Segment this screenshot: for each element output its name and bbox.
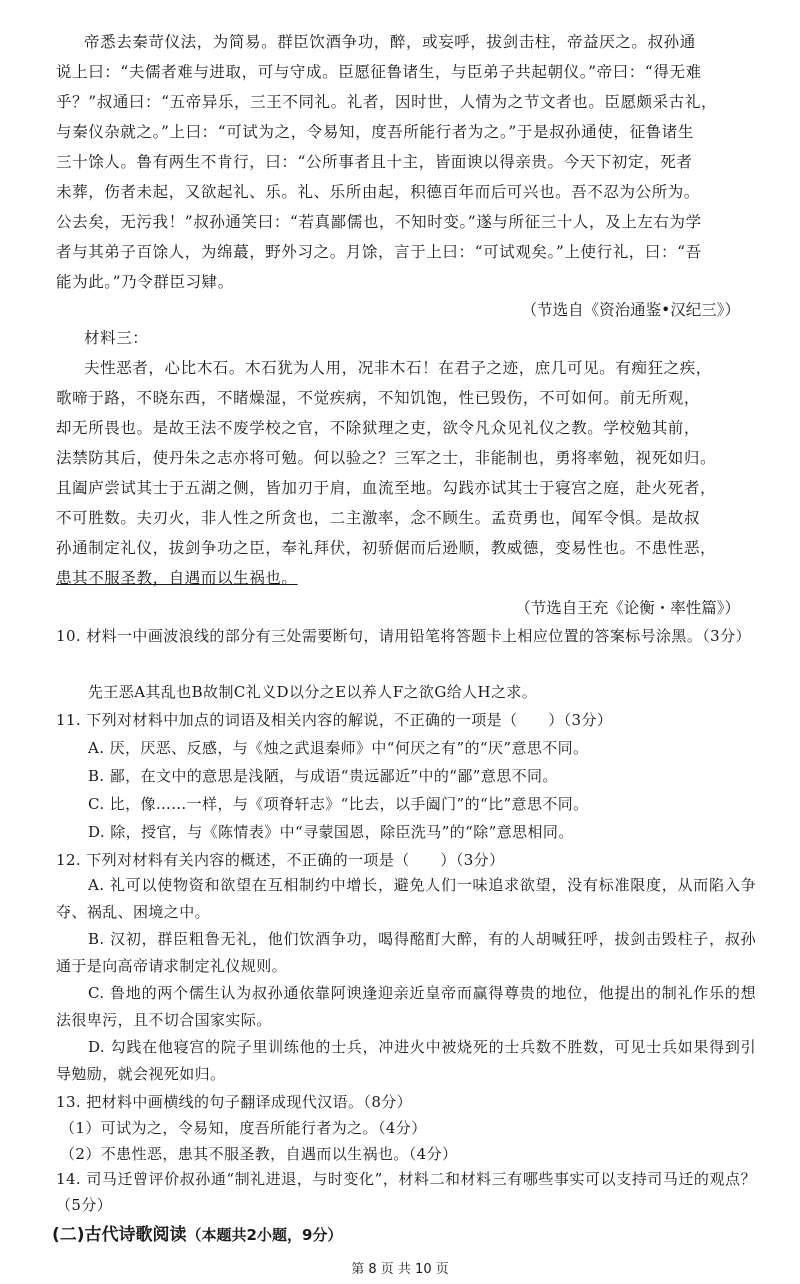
page-number: 第 8 页 共 10 页 bbox=[351, 1262, 449, 1277]
material-three-line: 夫性恶者，心比木石。木石犹为人用，况非木石！在君子之迹，庶几可见。有痴狂之疾， bbox=[84, 359, 712, 377]
material-two-line: 乎？”叔通曰：“五帝异乐，三王不同礼。礼者，因时世，人情为之节文者也。臣愿颇采古礼， bbox=[56, 93, 718, 111]
material-three-line: 却无所畏也。是故王法不废学校之官，不除狱理之吏，欲令凡众见礼仪之教。学校勉其前， bbox=[56, 419, 701, 437]
material-three-line: 患其不服圣教，自遇而以生祸也。 bbox=[56, 569, 298, 587]
section-heading bbox=[52, 1220, 342, 1245]
section-title: (二)古代诗歌阅读 bbox=[52, 1225, 187, 1245]
material-two-line: 说上曰：“夫儒者难与进取，可与守成。臣愿征鲁诸生，与臣弟子共起朝仪。”帝曰：“得无难 bbox=[56, 63, 702, 81]
material-three-line: 且阖庐尝试其士于五湖之侧，皆加刃于肩，血流至地。勾践亦试其士于寝宫之庭，赴火死者， bbox=[56, 479, 717, 497]
question-12-stem: 12. 下列对材料有关内容的概述，不正确的一项是（ ）（3分） bbox=[56, 851, 505, 869]
material-three-source: （节选自王充《论衡・率性篇》） bbox=[515, 599, 740, 617]
question-12-option: D. 勾践在他寝宫的院子里训练他的士兵，冲进火中被烧死的士兵数不胜数，可见士兵如果得到引导勉励，就会视死如归。 bbox=[56, 1038, 756, 1083]
question-11-option: B. 鄙，在文中的意思是浅陋，与成语“贵远鄙近”中的“鄙”意思不同。 bbox=[88, 767, 558, 785]
material-two-line: 与秦仪杂就之。”上曰：“可试为之，令易知，度吾所能行者为之。”于是叔孙通使，征鲁诸生 bbox=[56, 123, 694, 141]
question-12-option: A. 礼可以使物资和欲望在互相制约中增长，避免人们一味追求欲望，没有标准限度，从而陷入争夺、祸乱、困境之中。 bbox=[56, 876, 756, 921]
question-11-stem: 11. 下列对材料中加点的词语及相关内容的解说，不正确的一项是（ ）（3分） bbox=[56, 711, 613, 729]
question-12-option: B. 汉初，群臣粗鲁无礼，他们饮酒争功，喝得酩酊大醉，有的人胡喊狂呼，拔剑击毁柱子，叔孙通于是向高帝请求制定礼仪规则。 bbox=[56, 930, 756, 975]
material-two-line: 能为此。”乃令群臣习肄。 bbox=[56, 273, 234, 291]
question-13-item: （2）不患性恶，患其不服圣教，自遇而以生祸也。（4分） bbox=[60, 1145, 458, 1163]
question-13-item: （1）可试为之，令易知，度吾所能行者为之。（4分） bbox=[60, 1119, 427, 1137]
section-note: （本题共2小题，9分） bbox=[186, 1226, 343, 1244]
material-two-line: 者与其弟子百馀人，为绵蕞，野外习之。月馀，言于上曰：“可试观矣。”上使行礼，曰：“吾 bbox=[56, 243, 702, 261]
question-11-option: D. 除，授官，与《陈情表》中“寻蒙国恩，除臣洗马”的“除”意思相同。 bbox=[88, 823, 574, 841]
question-11-option: C. 比，像……一样，与《项脊轩志》“比去，以手阖门”的“比”意思不同。 bbox=[88, 795, 589, 813]
question-14-stem: 14. 司马迁曾评价叔孙通“制礼进退，与时变化”，材料二和材料三有哪些事实可以支持司马迁的观点？（5分） bbox=[56, 1170, 756, 1214]
material-two-line: 三十馀人。鲁有两生不肯行，曰：“公所事者且十主，皆面谀以得亲贵。今天下初定，死者 bbox=[56, 153, 693, 171]
material-three-line: 歌啼于路，不晓东西，不睹燥湿，不觉疾病，不知饥饱，性已毁伤，不可如何。前无所观， bbox=[56, 389, 701, 407]
material-three-line: 法禁防其后，使丹朱之志亦将可勉。何以验之？三军之士，非能制也，勇将率勉，视死如归。 bbox=[56, 449, 717, 467]
material-three-line: 孙通制定礼仪，拔剑争功之臣，奉礼拜伏，初骄倨而后逊顺，教威德，变易性也。不患性恶， bbox=[56, 539, 717, 557]
material-two-line: 未葬，伤者未起，又欲起礼、乐。礼、乐所由起，积德百年而后可兴也。吾不忍为公所为。 bbox=[56, 183, 701, 201]
question-13-stem: 13. 把材料中画横线的句子翻译成现代汉语。（8分） bbox=[56, 1093, 413, 1111]
question-12-option: C. 鲁地的两个儒生认为叔孙通依靠阿谀逢迎亲近皇帝而赢得尊贵的地位，他提出的制礼作乐的想法很卑污，且不切合国家实际。 bbox=[56, 984, 756, 1029]
question-10-text: 先王恶A其乱也B故制C礼义D以分之E以养人F之欲G给人H之求。 bbox=[88, 683, 538, 701]
material-two-source: （节选自《资治通鉴•汉纪三》） bbox=[521, 301, 740, 319]
material-two-line: 公去矣，无污我！”叔孙通笑曰：“若真鄙儒也，不知时变。”遂与所征三十人，及上左右为学 bbox=[56, 213, 702, 231]
material-three-label: 材料三： bbox=[84, 329, 149, 347]
question-10-stem: 10. 材料一中画波浪线的部分有三处需要断句，请用铅笔将答题卡上相应位置的答案标号涂黑。（3分） bbox=[56, 627, 751, 645]
material-three-line: 不可胜数。夫刃火，非人性之所贪也，二主激率，念不顾生。孟贲勇也，闻军令惧。是故叔 bbox=[56, 509, 701, 527]
question-11-option: A. 厌，厌恶、反感，与《烛之武退秦师》中“何厌之有”的“厌”意思不同。 bbox=[88, 739, 589, 757]
material-two-line: 帝悉去秦苛仪法，为简易。群臣饮酒争功，醉，或妄呼，拔剑击柱，帝益厌之。叔孙通 bbox=[84, 33, 696, 51]
